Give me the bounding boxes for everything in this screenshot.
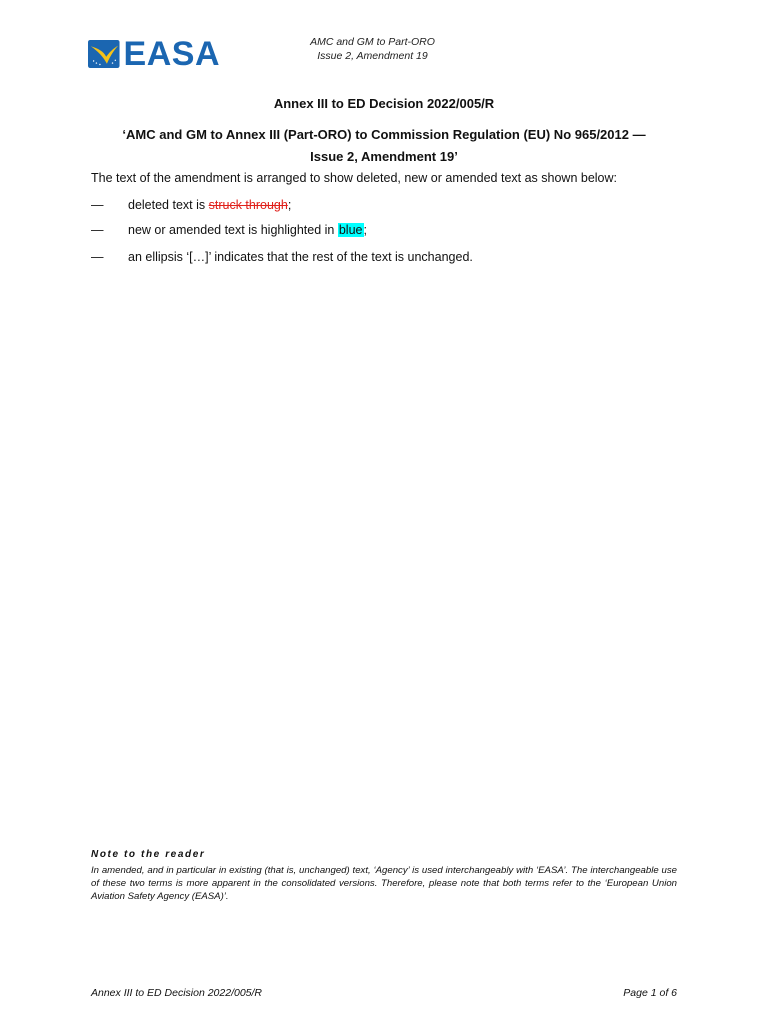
list-item-text: an ellipsis ‘[…]’ indicates that the rest of the text is unchanged.	[128, 250, 473, 264]
note-heading: Note to the reader	[91, 849, 206, 860]
header-reference	[290, 35, 455, 63]
text-after: ;	[287, 198, 292, 212]
easa-bird-logo-icon	[88, 34, 120, 74]
struck-through-example: struck through	[208, 198, 288, 212]
highlighted-example: blue	[338, 223, 363, 237]
bullet-dash: —	[91, 198, 104, 212]
bullet-dash: —	[91, 250, 104, 264]
header-ref-line-2: Issue 2, Amendment 19	[317, 50, 428, 62]
list-item-text	[128, 198, 291, 212]
note-body: In amended, and in particular in existing (that is, unchanged) text, ‘Agency’ is used interchangeably with ‘EASA’. The interchangeable use of these two terms is more apparent in the consolidated versions. Therefore, please note that both terms refer to the ‘European Union Aviation Safety Agency (EASA)’.	[91, 865, 677, 902]
document-subtitle	[60, 124, 708, 168]
text-before: deleted text is	[128, 198, 209, 212]
text-before: new or amended text is highlighted in	[128, 223, 338, 237]
subtitle-line-1: ‘AMC and GM to Annex III (Part-ORO) to Commission Regulation (EU) No 965/2012 —	[122, 127, 646, 142]
list-item-deleted	[91, 198, 291, 212]
subtitle-line-2: Issue 2, Amendment 19’	[310, 149, 458, 164]
footer-page-number: Page 1 of 6	[623, 987, 677, 999]
text-after: ;	[363, 223, 367, 237]
list-item-new	[91, 223, 367, 237]
document-title: Annex III to ED Decision 2022/005/R	[273, 96, 495, 111]
logo-wordmark: EASA	[123, 35, 220, 73]
bullet-dash: —	[91, 223, 104, 237]
list-item-ellipsis	[91, 250, 473, 264]
list-item-text	[128, 223, 367, 237]
footer-document-ref: Annex III to ED Decision 2022/005/R	[91, 987, 263, 999]
intro-paragraph: The text of the amendment is arranged to show deleted, new or amended text as shown below:	[91, 171, 618, 185]
header-ref-line-1: AMC and GM to Part-ORO	[310, 36, 435, 48]
easa-logo	[88, 33, 220, 75]
